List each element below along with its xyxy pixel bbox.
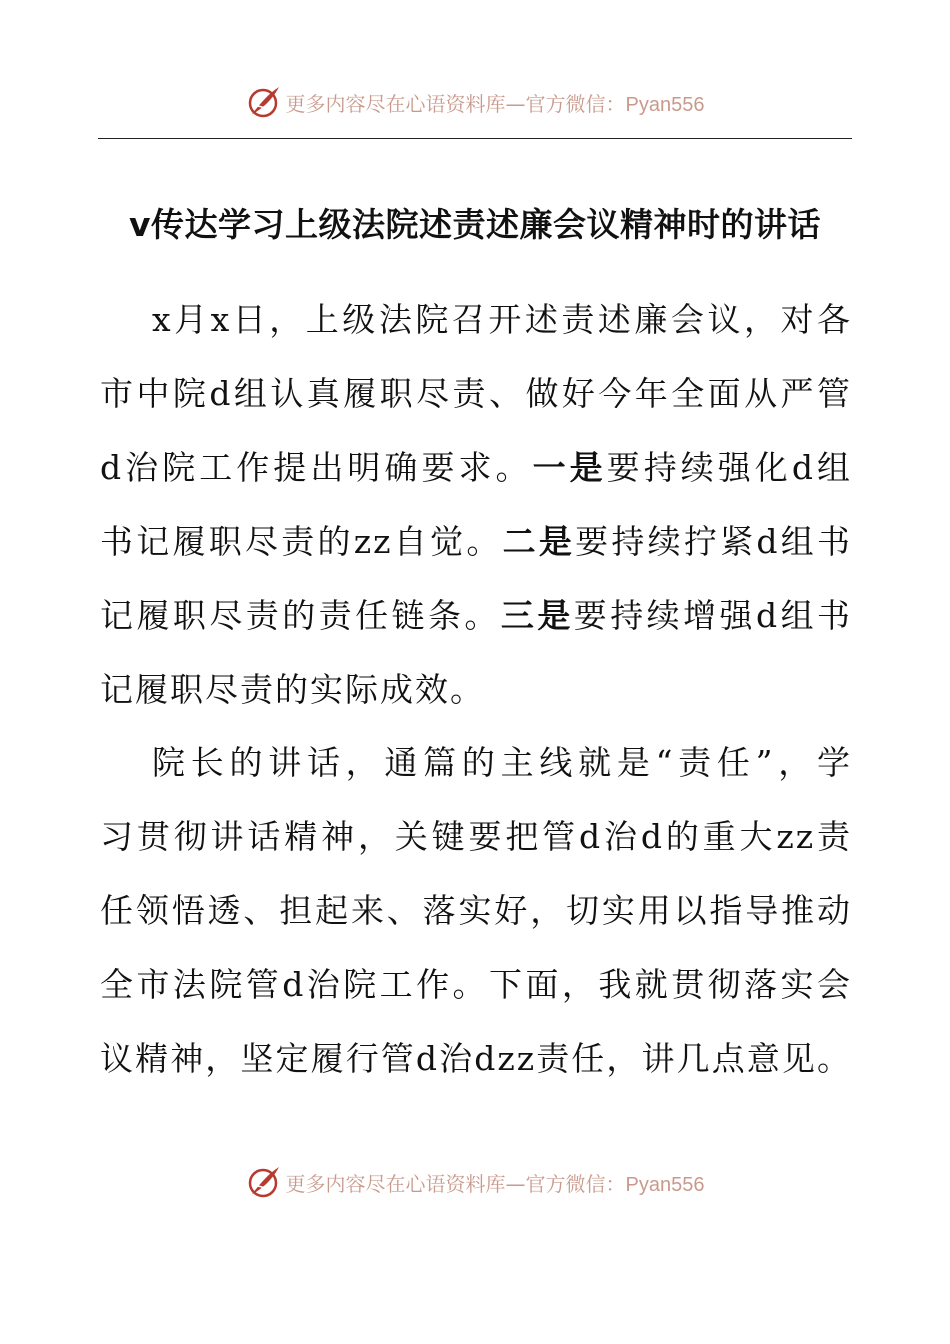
text-line: 任领悟透、担起来、落实好，切实用以指导推动 [100,891,852,930]
header-banner [0,80,950,124]
text-line: 全市法院管d治院工作。下面，我就贯彻落实会 [100,965,852,1004]
text-line: 习贯彻讲话精神，关键要把管d治d的重大zz责 [100,817,852,856]
bold-emphasis: 三是 [500,596,574,635]
text-line: d治院工作提出明确要求。一是要持续强化d组 [100,448,853,487]
wechat-id: Pyan556 [625,93,705,116]
footer-banner [0,1160,950,1204]
text-line: 记履职尽责的实际成效。 [100,670,485,709]
text-line: 议精神，坚定履行管d治dzz责任，讲几点意见。 [100,1039,852,1078]
bold-emphasis: 二是 [502,522,576,561]
quill-pen-logo-icon [246,1164,282,1200]
wechat-id: Pyan556 [625,1173,705,1196]
paragraph-1 [100,283,852,727]
banner-text: 更多内容尽在心语资料库—官方微信：Pyan556 [285,1171,705,1196]
banner-text: 更多内容尽在心语资料库—官方微信：Pyan556 [285,91,705,116]
paragraph-2 [100,726,852,1096]
header-divider [98,138,852,139]
text-line: 院长的讲话，通篇的主线就是“责任”，学 [152,743,852,782]
text-line: 书记履职尽责的zz自觉。二是要持续拧紧d组书 [100,522,853,561]
bold-emphasis: 一是 [532,448,607,487]
text-line: 市中院d组认真履职尽责、做好今年全面从严管 [100,374,852,413]
quill-pen-logo-icon [246,84,282,120]
text-line: 记履职尽责的责任链条。三是要持续增强d组书 [100,596,853,635]
page-title: v传达学习上级法院述责述廉会议精神时的讲话 [128,205,821,244]
text-line: x月x日，上级法院召开述责述廉会议，对各 [152,300,852,339]
